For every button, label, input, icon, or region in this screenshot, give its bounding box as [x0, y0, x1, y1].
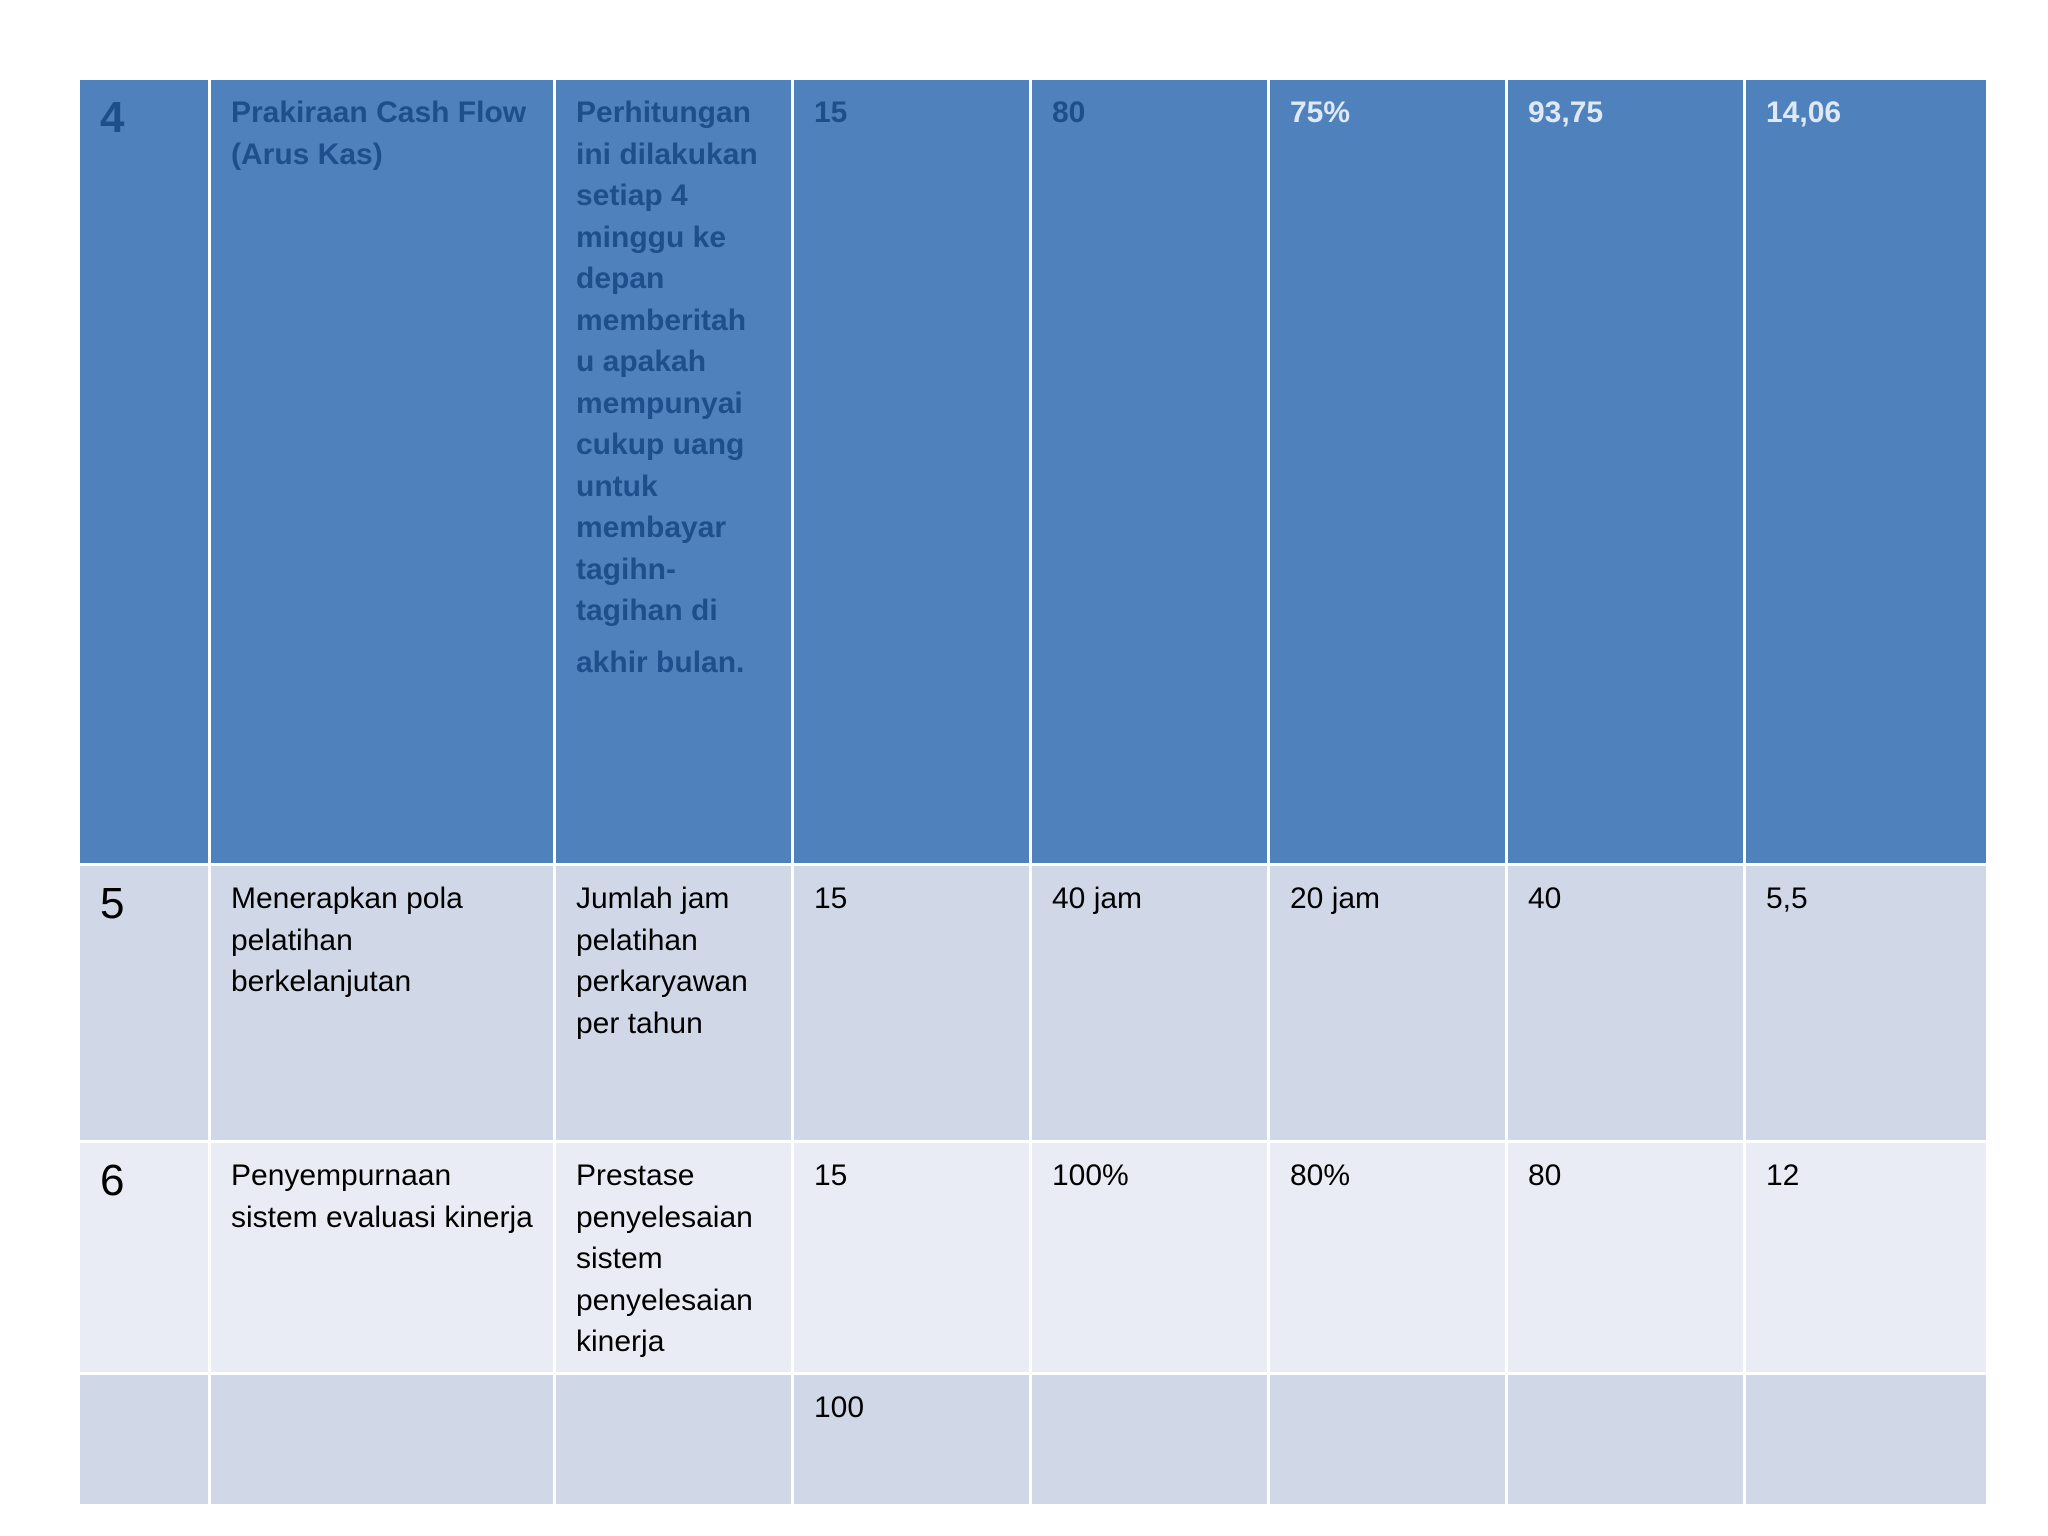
indicator-line: mempunyai	[576, 386, 743, 420]
indicator-line: setiap 4	[576, 179, 688, 212]
indicator-line: cukup uang	[576, 428, 745, 461]
bobot-cell: 15	[794, 1143, 1029, 1372]
indicator-cell: Prestase penyelesaian sistem penyelesaian kinerja	[556, 1143, 791, 1372]
realisasi-cell: 80%	[1270, 1143, 1505, 1372]
nilai-cell: 14,06	[1746, 80, 1986, 863]
empty-cell	[1746, 1375, 1986, 1504]
indicator-line: u apakah	[576, 345, 707, 378]
performance-table	[80, 80, 1965, 1504]
empty-cell	[1270, 1375, 1505, 1504]
indicator-line: tagihan di	[576, 594, 718, 627]
target-cell: 100%	[1032, 1143, 1267, 1372]
program-cell: Penyempurnaan sistem evaluasi kinerja	[211, 1143, 553, 1372]
indicator-line: ini dilakukan	[576, 137, 758, 171]
indicator-cell: Jumlah jam pelatihan perkaryawan per tahun	[556, 866, 791, 1140]
indicator-cell	[556, 80, 791, 863]
total-bobot-cell: 100	[794, 1375, 1029, 1504]
empty-cell	[556, 1375, 791, 1504]
indicator-line: minggu ke	[576, 220, 727, 254]
indicator-line: Perhitungan	[576, 96, 752, 129]
indicator-line: memberitah	[576, 303, 747, 337]
bobot-cell: 15	[794, 80, 1029, 863]
empty-cell	[80, 1375, 208, 1504]
skor-cell: 93,75	[1508, 80, 1743, 863]
nilai-cell: 5,5	[1746, 866, 1986, 1140]
target-cell: 80	[1032, 80, 1267, 863]
skor-cell: 80	[1508, 1143, 1743, 1372]
nilai-cell: 12	[1746, 1143, 1986, 1372]
empty-cell	[211, 1375, 553, 1504]
row-number: 5	[80, 866, 208, 1140]
program-cell: Menerapkan pola pelatihan berkelanjutan	[211, 866, 553, 1140]
empty-cell	[1032, 1375, 1267, 1504]
indicator-line: depan	[576, 262, 665, 295]
program-cell: Prakiraan Cash Flow (Arus Kas)	[211, 80, 553, 863]
realisasi-cell: 75%	[1270, 80, 1505, 863]
indicator-line: akhir bulan.	[576, 645, 745, 679]
realisasi-cell: 20 jam	[1270, 866, 1505, 1140]
skor-cell: 40	[1508, 866, 1743, 1140]
bobot-cell: 15	[794, 866, 1029, 1140]
target-cell: 40 jam	[1032, 866, 1267, 1140]
indicator-line: membayar	[576, 511, 727, 544]
row-number: 6	[80, 1143, 208, 1372]
indicator-line: tagihn-	[576, 552, 676, 586]
row-number: 4	[80, 80, 208, 863]
empty-cell	[1508, 1375, 1743, 1504]
indicator-line: untuk	[576, 469, 658, 503]
